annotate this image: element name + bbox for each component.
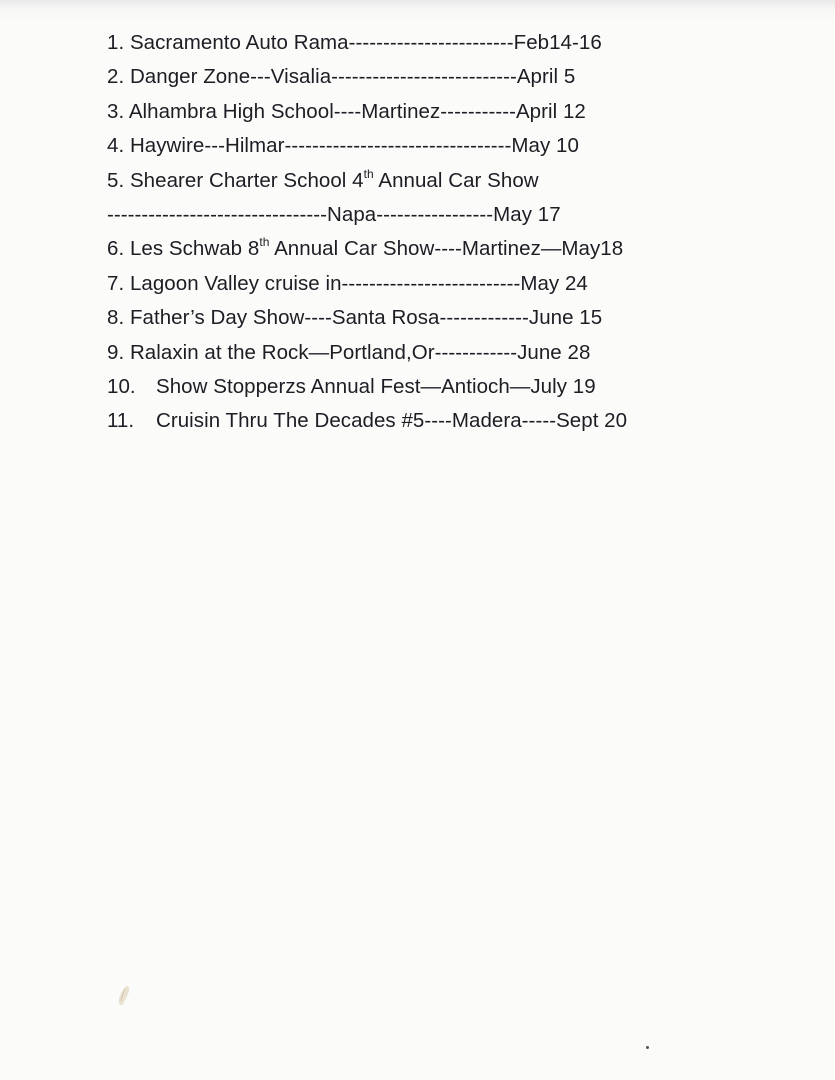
item-number: 3.	[107, 99, 125, 123]
item-number: 5.	[107, 168, 125, 192]
list-item	[107, 267, 807, 301]
item-number: 4.	[107, 134, 125, 158]
item-text-start: Les Schwab 8	[129, 237, 260, 261]
list-item	[107, 232, 807, 266]
item-text: Sacramento Auto Rama------------------------Feb14-16	[129, 31, 602, 54]
item-text: Lagoon Valley cruise in--------------------------May 24	[129, 271, 588, 295]
scan-smudge	[117, 985, 131, 1007]
item-number: 7.	[107, 271, 125, 295]
list-item	[107, 336, 807, 370]
item-text: Ralaxin at the Rock—Portland,Or------------June 28	[129, 340, 591, 364]
item-number: 2.	[107, 65, 125, 89]
car-show-list	[107, 26, 807, 439]
item-number: 1.	[107, 31, 125, 54]
item-text: Haywire---Hilmar---------------------------------May 10	[129, 134, 579, 158]
list-item	[107, 129, 807, 163]
list-item	[107, 164, 807, 198]
list-item	[107, 301, 807, 335]
scan-speck	[646, 1046, 649, 1049]
list-item	[107, 26, 807, 60]
item-text-end: Annual Car Show	[373, 168, 539, 192]
list-item	[107, 95, 807, 129]
item-text: Danger Zone---Visalia---------------------------April 5	[129, 65, 576, 89]
item-text: Show Stopperzs Annual Fest—Antioch—July 19	[156, 374, 596, 398]
list-item	[107, 370, 807, 404]
item-text: Cruisin Thru The Decades #5----Madera-----Sept 20	[156, 409, 628, 433]
item-number: 6.	[107, 237, 125, 261]
ordinal-suffix: th	[259, 235, 270, 250]
item-number: 8.	[107, 306, 125, 330]
list-item	[107, 404, 807, 438]
item-text-start: Shearer Charter School 4	[129, 168, 364, 192]
item-text: Alhambra High School----Martinez-----------April 12	[128, 99, 586, 123]
item-number: 10.	[107, 374, 136, 398]
list-item	[107, 60, 807, 94]
item-text: Father’s Day Show----Santa Rosa-------------June 15	[129, 306, 603, 330]
item-number: 9.	[107, 340, 125, 364]
item-text-end: Annual Car Show----Martinez—May18	[269, 237, 624, 261]
item-number: 11.	[107, 409, 135, 433]
list-item-continuation	[107, 198, 807, 232]
item-text: --------------------------------Napa-----------------May 17	[107, 202, 561, 226]
ordinal-suffix: th	[363, 166, 374, 181]
